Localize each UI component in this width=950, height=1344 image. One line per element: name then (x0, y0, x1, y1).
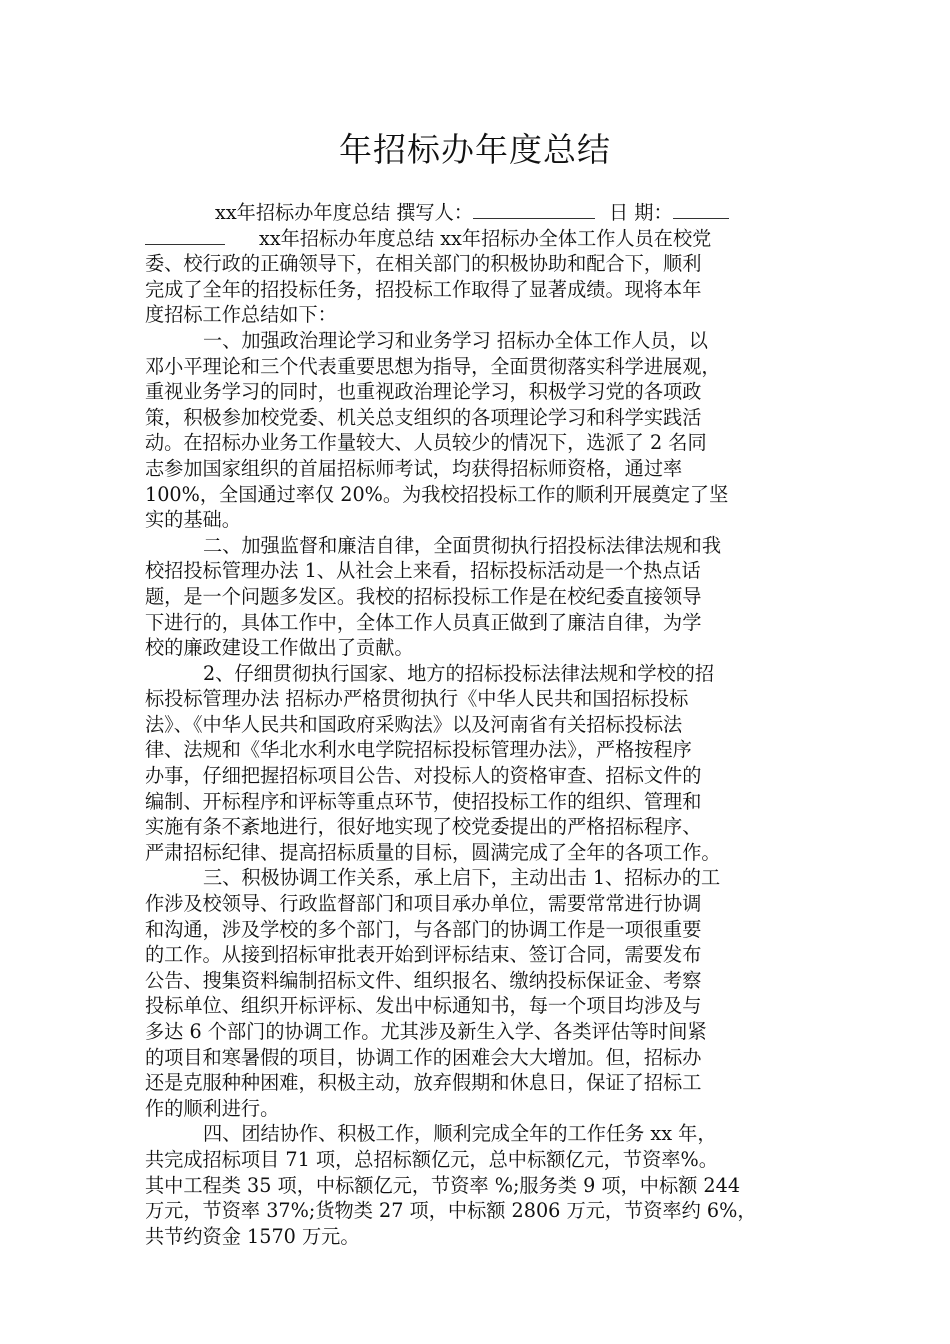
paragraph-line: 多达 6 个部门的协调工作。尤其涉及新生入学、各类评估等时间紧 (145, 1020, 707, 1043)
paragraph-line: 标投标管理办法 招标办严格贯彻执行《中华人民共和国招标投标 (145, 687, 689, 711)
paragraph-line: 的工作。从接到招标审批表开始到评标结束、签订合同，需要发布 (145, 943, 702, 967)
paragraph-line: 作涉及校领导、行政监督部门和项目承办单位，需要常常进行协调 (145, 892, 702, 916)
paragraph-line: 万元，节资率 37%;货物类 27 项，中标额 2806 万元，节资率约 6%， (145, 1199, 757, 1223)
paragraph-line: 校招投标管理办法 1、从社会上来看，招标投标活动是一个热点话 (145, 559, 701, 583)
paragraph-line: 作的顺利进行。 (145, 1096, 280, 1120)
paragraph-line: xx年招标办年度总结 xx年招标办全体工作人员在校党 (145, 226, 810, 252)
paragraph-line: 二、加强监督和廉洁自律，全面贯彻执行招投标法律法规和我 (203, 533, 722, 557)
paragraph-line: 还是克服种种困难，积极主动，放弃假期和休息日，保证了招标工 (145, 1071, 702, 1095)
paragraph-line: 的项目和寒暑假的项目，协调工作的困难会大大增加。但，招标办 (145, 1045, 702, 1069)
paragraph-line: 策，积极参加校党委、机关总支组织的各项理论学习和科学实践活 (145, 405, 702, 429)
paragraph-line: 共完成招标项目 71 项，总招标额亿元，总中标额亿元，节资率%。 (145, 1147, 718, 1171)
paragraph-line: 题，是一个问题多发区。我校的招标投标工作是在校纪委直接领导 (145, 584, 702, 608)
paragraph-line: 和沟通，涉及学校的多个部门，与各部门的协调工作是一项很重要 (145, 917, 702, 941)
date-blank (673, 200, 729, 219)
date-blank-continued (145, 226, 225, 245)
paragraph-line: 实的基础。 (145, 508, 241, 532)
paragraph-line: 编制、开标程序和评标等重点环节，使招投标工作的组织、管理和 (145, 789, 702, 813)
paragraph-line: 邓小平理论和三个代表重要思想为指导，全面贯彻落实科学进展观， (145, 354, 721, 378)
paragraph-line: 实施有条不紊地进行，很好地实现了校党委提出的严格招标程序、 (145, 815, 702, 839)
paragraph-line: 三、积极协调工作关系，承上启下，主动出击 1、招标办的工 (203, 866, 721, 890)
paragraph-line: 完成了全年的招投标任务，招投标工作取得了显著成绩。现将本年 (145, 277, 702, 301)
date-label: 日 期： (609, 201, 673, 224)
paragraph-line: 委、校行政的正确领导下，在相关部门的积极协助和配合下，顺利 (145, 252, 702, 276)
paragraph-line: 法》、《中华人民共和国政府采购法》以及河南省有关招标投标法 (145, 712, 683, 736)
paragraph-line: 严肃招标纪律、提高招标质量的目标，圆满完成了全年的各项工作。 (145, 840, 721, 864)
paragraph-line: 办事，仔细把握招标项目公告、对投标人的资格审查、招标文件的 (145, 764, 702, 788)
paragraph-line: 2、仔细贯彻执行国家、地方的招标投标法律法规和学校的招 (203, 661, 715, 685)
paragraph-line: 下进行的，具体工作中，全体工作人员真正做到了廉洁自律，为学 (145, 610, 702, 634)
paragraph-line: 一、加强政治理论学习和业务学习 招标办全体工作人员，以 (203, 328, 708, 352)
paragraph-line: 度招标工作总结如下： (145, 303, 337, 327)
paragraph-line: 校的廉政建设工作做出了贡献。 (145, 636, 414, 660)
paragraph-line: 其中工程类 35 项，中标额亿元，节资率 %;服务类 9 项，中标额 244 (145, 1173, 741, 1197)
paragraph-line: 志参加国家组织的首届招标师考试，均获得招标师资格，通过率 (145, 456, 683, 480)
paragraph-line: 100%，全国通过率仅 20%。为我校招投标工作的顺利开展奠定了坚 (145, 482, 729, 506)
paragraph-line: 动。在招标办业务工作量较大、人员较少的情况下，选派了 2 名同 (145, 431, 707, 455)
paragraph-line: 投标单位、组织开标评标、发出中标通知书，每一个项目均涉及与 (145, 994, 702, 1018)
paragraph-line: 重视业务学习的同时，也重视政治理论学习，积极学习党的各项政 (145, 380, 702, 404)
paragraph-line: 共节约资金 1570 万元。 (145, 1224, 360, 1248)
header-text: xx年招标办年度总结 撰写人： (215, 201, 473, 224)
paragraph-line: 四、团结协作、积极工作，顺利完成全年的工作任务 xx 年， (203, 1122, 717, 1146)
paragraph-line: 公告、搜集资料编制招标文件、组织报名、缴纳投标保证金、考察 (145, 968, 702, 992)
header-line (145, 200, 810, 226)
document-title: 年招标办年度总结 (339, 130, 611, 169)
document-body (145, 200, 810, 1249)
author-blank (473, 200, 595, 219)
paragraph-line: 律、法规和《华北水利水电学院招标投标管理办法》，严格按程序 (145, 738, 692, 762)
